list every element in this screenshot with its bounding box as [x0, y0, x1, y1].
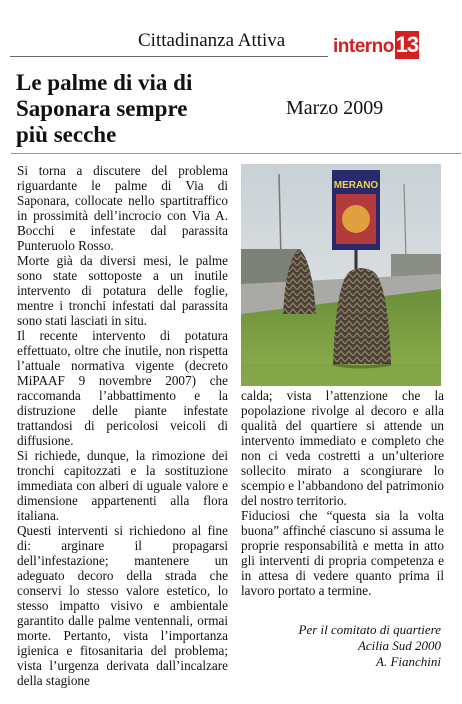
issue-date: Marzo 2009	[286, 97, 384, 119]
signature-line: Acilia Sud 2000	[357, 638, 441, 653]
interno13-logo	[333, 31, 419, 59]
paragraph: Si richiede, dunque, la rimozione dei tronchi capitozzati e la sostituzione immediata con alberi di uguale valore e dimensione appartenenti alla flora italiana.	[17, 448, 228, 523]
palm-trees-photo	[241, 164, 441, 386]
paragraph: Fiduciosi che “questa sia la volta buona” affinché ciascuno si assuma le proprie responsabilità e metta in atto gli interventi di propria competenza e in attesa di vedere quanto prima il lavoro portato a termine.	[241, 508, 444, 598]
paragraph: calda; vista l’attenzione che la popolazione rivolge al decoro e alla qualità del quartiere si attende un intervento immediato e completo che non ci veda costretti a un’ulteriore sollecito mirato a scongiurare lo scempio e l’abbandono del patrimonio del nostro territorio.	[241, 388, 444, 508]
headline-divider	[11, 153, 461, 154]
paragraph: Morte già da diversi mesi, le palme sono state sottoposte a un inutile intervento di potatura delle foglie, mentre i tronchi infestati dal parassita sono stati lasciati in situ.	[17, 253, 228, 328]
paragraph: Il recente intervento di potatura effettuato, oltre che inutile, non rispetta l’attuale normativa vigente (decreto MiPAAF 9 novembre 2007) che raccomanda l’abbattimento e la distruzione delle piante infestate trattandosi di pericolosi veicoli di diffusione.	[17, 328, 228, 448]
section-title: Cittadinanza Attiva	[138, 30, 286, 51]
paragraph: Questi interventi si richiedono al fine di: arginare il propagarsi dell’infestazione; mantenere un adeguato decoro della strada che conservi lo stesso valore estetico, lo stesso impatto visivo e ambientale garantito dalle palme ventennali, ormai morte. Pertanto, vista l’importanza igienica e fitosanitaria del problema; vista l’urgenza derivata dall’incalzare della stagione	[17, 523, 228, 688]
article-headline: Le palme di via di Saponara sempre più secche	[16, 70, 193, 147]
header-rule	[10, 56, 328, 57]
article-column-right	[241, 388, 444, 598]
signature-block	[250, 622, 441, 670]
signature-line: A. Fianchini	[376, 654, 441, 669]
logo-number: 13	[395, 32, 419, 57]
logo-text: interno	[333, 36, 394, 57]
article-column-left	[17, 163, 228, 688]
billboard-text: MERANO	[333, 180, 379, 191]
paragraph: Si torna a discutere del problema riguardante le palme di Via di Saponara, collocate nello spartitraffico in prossimità dell’incrocio con Via A. Bocchi e infestate dal parassita Punteruolo Rosso.	[17, 163, 228, 253]
signature-line: Per il comitato di quartiere	[298, 622, 441, 637]
